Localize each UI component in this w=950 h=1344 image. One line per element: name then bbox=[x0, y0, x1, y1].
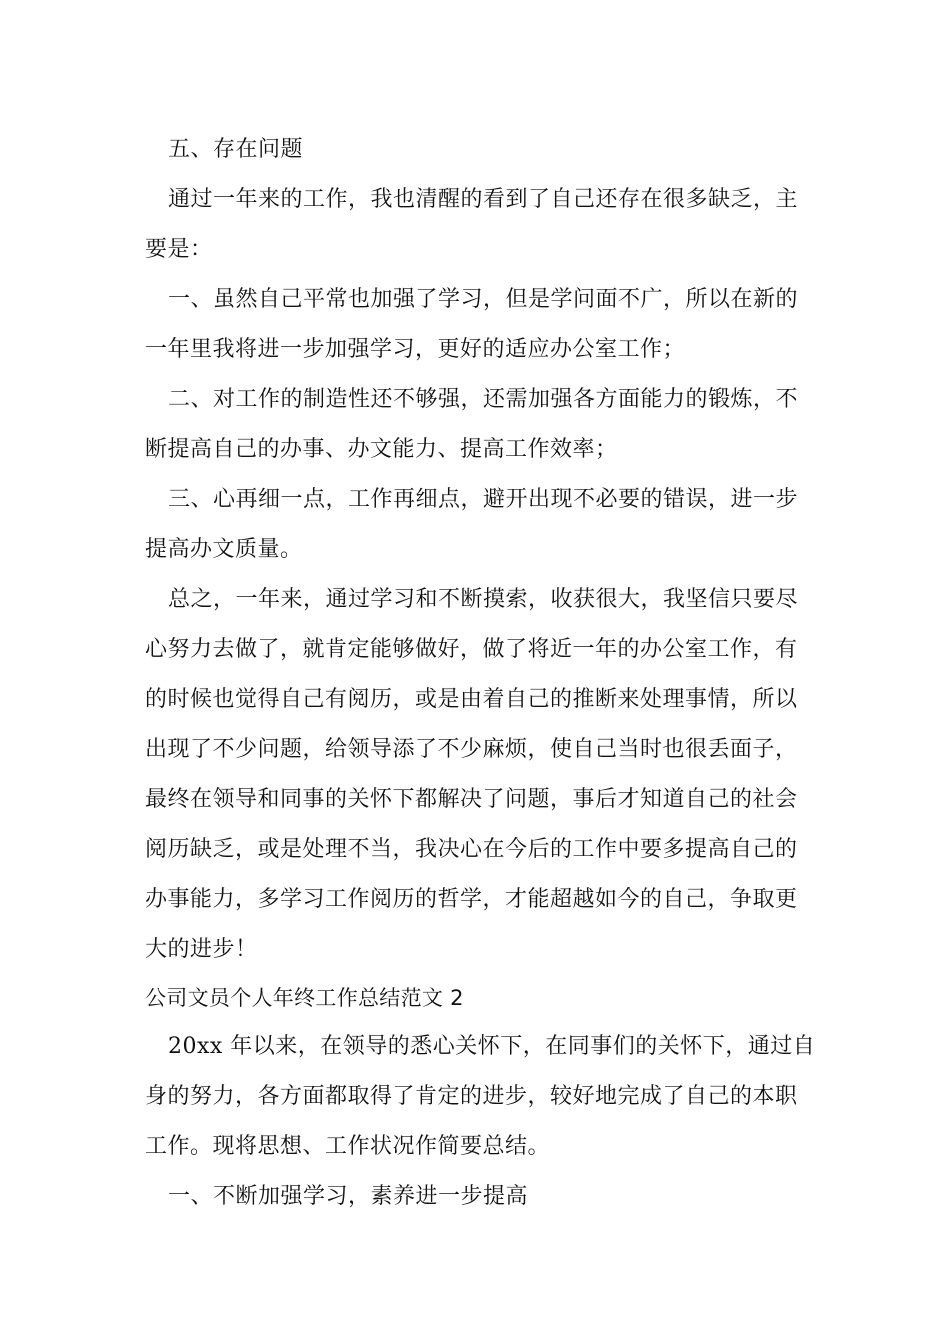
paragraph-line: 要是： bbox=[145, 237, 213, 262]
section-heading: 五、存在问题 bbox=[168, 137, 304, 162]
paragraph-line: 的时候也觉得自己有阅历，或是由着自己的推断来处理事情，所以 bbox=[145, 687, 798, 712]
paragraph-line: 总之，一年来，通过学习和不断摸索，收获很大，我坚信只要尽 bbox=[168, 587, 799, 612]
paragraph-line: 心努力去做了，就肯定能够做好，做了将近一年的办公室工作，有 bbox=[145, 637, 798, 662]
paragraph-line: 提高办文质量。 bbox=[145, 537, 303, 562]
document-title: 公司文员个人年终工作总结范文 2 bbox=[145, 986, 464, 1010]
paragraph-line: 办事能力，多学习工作阅历的哲学，才能超越如今的自己，争取更 bbox=[145, 887, 798, 912]
paragraph-line: 一、虽然自己平常也加强了学习，但是学问面不广，所以在新的 bbox=[168, 287, 799, 312]
paragraph-line: 阅历缺乏，或是处理不当，我决心在今后的工作中要多提高自己的 bbox=[145, 837, 798, 862]
paragraph-line: 20xx 年以来，在领导的悉心关怀下，在同事们的关怀下，通过自 bbox=[168, 1034, 816, 1059]
paragraph-line: 工作。现将思想、工作状况作简要总结。 bbox=[145, 1134, 551, 1159]
paragraph-line: 三、心再细一点，工作再细点，避开出现不必要的错误，进一步 bbox=[168, 487, 799, 512]
paragraph-line: 身的努力，各方面都取得了肯定的进步，较好地完成了自己的本职 bbox=[145, 1084, 798, 1109]
section-heading: 一、不断加强学习，素养进一步提高 bbox=[168, 1184, 529, 1209]
paragraph-line: 大的进步！ bbox=[145, 937, 258, 962]
paragraph-line: 最终在领导和同事的关怀下都解决了问题，事后才知道自己的社会 bbox=[145, 787, 798, 812]
paragraph-line: 出现了不少问题，给领导添了不少麻烦，使自己当时也很丢面子， bbox=[145, 737, 798, 762]
paragraph-line: 二、对工作的制造性还不够强，还需加强各方面能力的锻炼，不 bbox=[168, 387, 799, 412]
paragraph-line: 断提高自己的办事、办文能力、提高工作效率； bbox=[145, 437, 618, 462]
paragraph-line: 一年里我将进一步加强学习，更好的适应办公室工作； bbox=[145, 337, 686, 362]
paragraph-line: 通过一年来的工作，我也清醒的看到了自己还存在很多缺乏，主 bbox=[168, 187, 799, 212]
